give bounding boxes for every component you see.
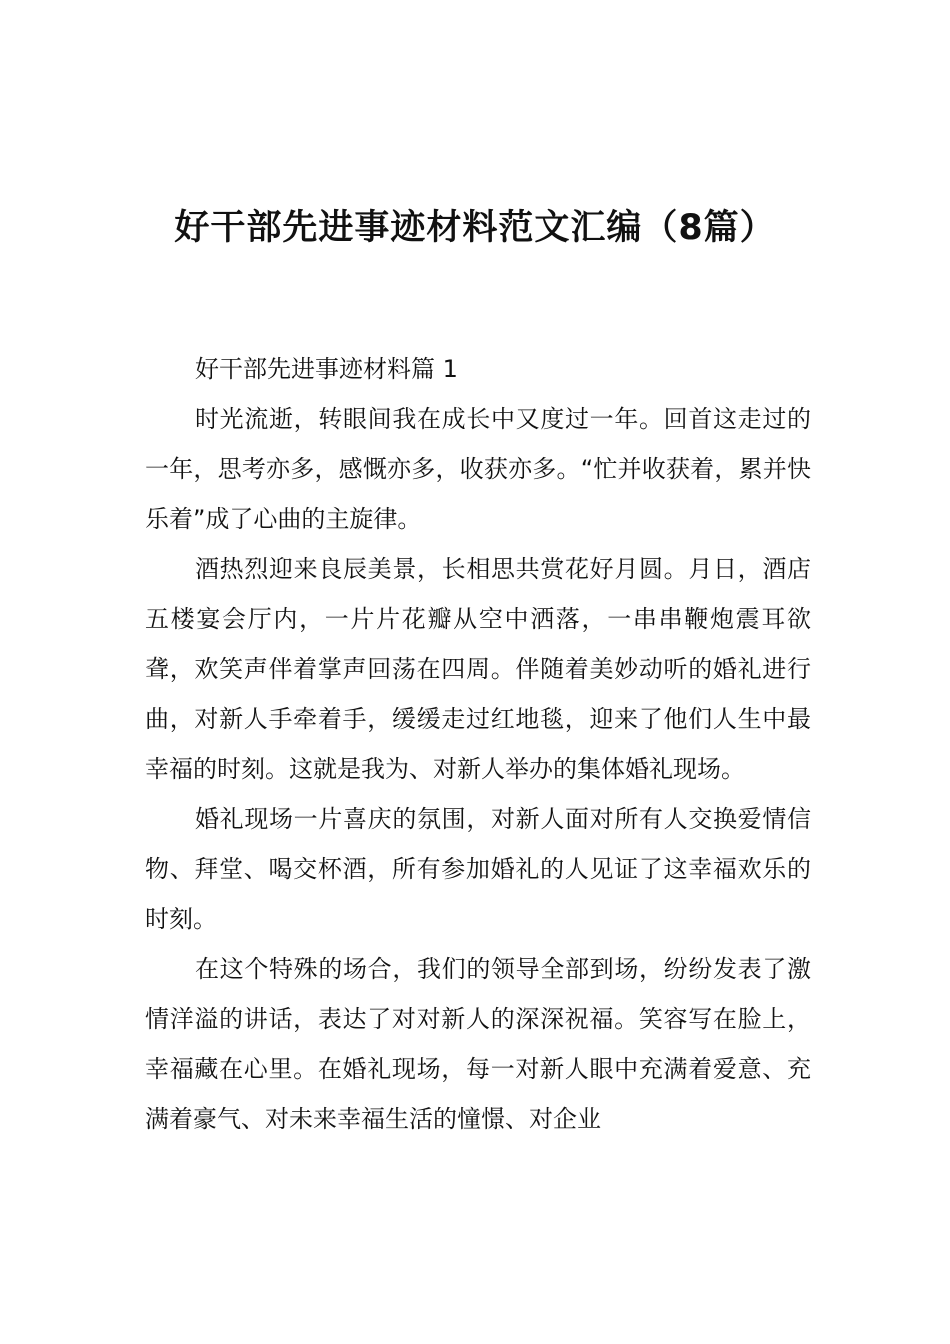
paragraph: 时光流逝，转眼间我在成长中又度过一年。回首这走过的一年，思考亦多，感慨亦多，收获亦多。“忙并收获着，累并快乐着”成了心曲的主旋律。 [145,405,811,533]
paragraph: 酒热烈迎来良辰美景，长相思共赏花好月圆。月日，酒店五楼宴会厅内，一片片花瓣从空中洒落，一串串鞭炮震耳欲聋，欢笑声伴着掌声回荡在四周。伴随着美妙动听的婚礼进行曲，对新人手牵着手，缓缓走过红地毯，迎来了他们人生中最幸福的时刻。这就是我为、对新人举办的集体婚礼现场。 [145,555,811,783]
paragraph: 婚礼现场一片喜庆的氛围，对新人面对所有人交换爱情信物、拜堂、喝交杯酒，所有参加婚礼的人见证了这幸福欢乐的时刻。 [145,805,811,933]
section-heading: 好干部先进事迹材料篇 1 [195,355,458,383]
document-body [145,344,811,1144]
paragraph: 在这个特殊的场合，我们的领导全部到场，纷纷发表了激情洋溢的讲话，表达了对对新人的深深祝福。笑容写在脸上，幸福藏在心里。在婚礼现场，每一对新人眼中充满着爱意、充满着豪气、对未来幸福生活的憧憬、对企业 [145,955,811,1133]
document-title: 好干部先进事迹材料范文汇编（8篇） [174,208,776,248]
